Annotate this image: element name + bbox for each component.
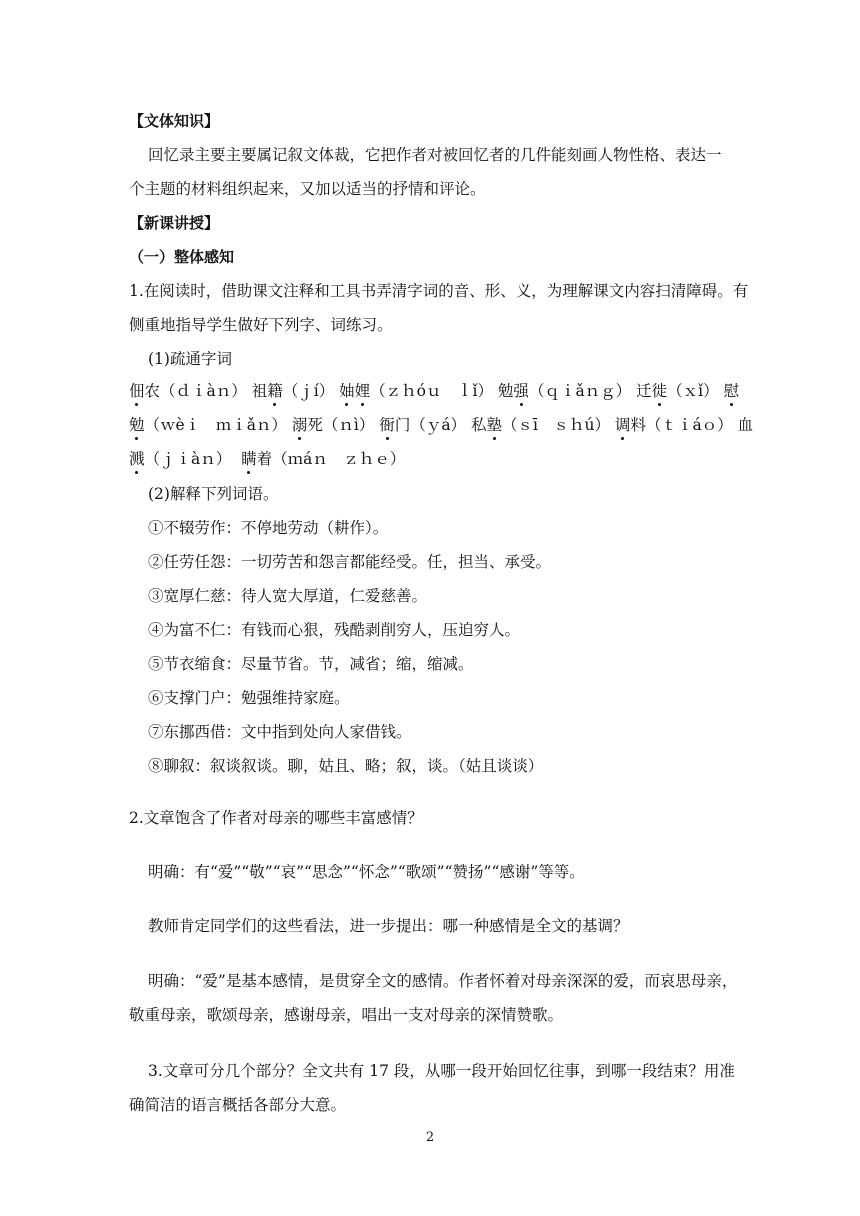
emphasized-char: 佃 (129, 382, 145, 400)
vocab-item: 调料（ｔｉáｏ） (614, 416, 733, 434)
vocab-item (724, 382, 740, 400)
pinyin-line2 (129, 415, 754, 435)
pinyin-line3 (129, 449, 405, 469)
vocab-item: 迁徙（ｘǐ） (636, 382, 719, 400)
term-item: ④为富不仁：有钱而心狠，残酷剥削穷人，压迫穷人。 (148, 621, 521, 639)
question2: 2.文章饱含了作者对母亲的哪些丰富感情？ (129, 809, 423, 827)
term-item: ⑧聊叙：叙谈叙谈。聊，姑且、略；叙，谈。（姑且谈谈） (148, 757, 544, 775)
question3-line1: 3.文章可分几个部分？全文共有 17 段，从哪一段开始回忆往事，到哪一段结束？用准 (148, 1062, 735, 1080)
emphasized-char: 溅 (129, 450, 145, 468)
question3-line2: 确简洁的语言概括各部分大意。 (129, 1096, 347, 1114)
emphasized-char: 慰 (723, 382, 740, 400)
question2-teacher-note: 教师肯定同学们的这些看法，进一步提出：哪一种感情是全文的基调？ (148, 917, 629, 935)
question1-line2: 侧重地指导学生做好下列字、词练习。 (129, 316, 393, 334)
vocab-item: 溺死（ｎì） (291, 416, 375, 434)
new-lesson-heading: 【新课讲授】 (129, 214, 220, 232)
vocab-item: 妯娌（ｚｈóｕ ｌǐ） (339, 382, 493, 400)
question2-answer2-line2: 敬重母亲，歌颂母亲，感谢母亲，唱出一支对母亲的深情赞歌。 (129, 1006, 564, 1024)
vocab-item: 勉（ｗèｉ ｍｉǎｎ） (129, 416, 287, 434)
term-item: ⑥支撑门户：勉强维持家庭。 (148, 689, 350, 707)
question2-answer2-line1: 明确：“爱”是基本感情，是贯穿全文的感情。作者怀着对母亲深深的爱，而哀思母亲， (148, 972, 738, 990)
explain-subheading: (2)解释下列词语。 (148, 485, 279, 503)
vocab-item: 瞒着（ｍáｎ ｚｈｅ） (241, 450, 406, 468)
question1-line1: 1.在阅读时，借助课文注释和工具书弄清字词的音、形、义，为理解课文内容扫清障碍。有 (129, 282, 749, 300)
page-number: 2 (425, 1130, 435, 1145)
emphasized-char: 妯 (339, 382, 355, 400)
term-item: ③宽厚仁慈：待人宽大厚道，仁爱慈善。 (148, 587, 428, 605)
vocab-item: 溅（ｊｉàｎ） (129, 450, 232, 468)
emphasized-char: 调 (614, 416, 631, 434)
emphasized-char: 籍 (267, 382, 283, 400)
emphasized-char: 强 (513, 382, 529, 400)
term-item: ②任劳任怨：一切劳苦和怨言都能经受。任，担当、承受。 (148, 553, 552, 571)
genre-heading: 【文体知识】 (129, 112, 220, 130)
genre-paragraph-line2: 个主题的材料组织起来，又加以适当的抒情和评论。 (129, 180, 486, 198)
vocab-item: 私塾（ｓī ｓｈú） (471, 416, 610, 434)
emphasized-char: 瞒 (241, 450, 257, 468)
emphasized-char: 塾 (486, 416, 503, 434)
vocab-item: 血 (737, 416, 754, 434)
term-item: ⑤节衣缩食：尽量节省。节，减省；缩，缩减。 (148, 655, 474, 673)
vocab-item: 佃农（ｄｉàｎ） (129, 382, 247, 400)
vocab-subheading: (1)疏通字词 (148, 350, 232, 368)
emphasized-char: 溺 (291, 416, 308, 434)
term-item: ①不辍劳作：不停地劳动（耕作）。 (148, 519, 389, 537)
term-item: ⑦东挪西借：文中指到处向人家借钱。 (148, 723, 412, 741)
question2-answer: 明确：有“爱”“敬”“哀”“思念”“怀念”“歌颂”“赞扬”“感谢”等等。 (148, 863, 585, 881)
vocab-item: 衙门（ｙá） (379, 416, 467, 434)
genre-paragraph-line1: 回忆录主要主要属记叙文体裁，它把作者对被回忆者的几件能刻画人物性格、表达一 (148, 146, 722, 164)
vocab-item: 勉强（ｑｉǎｎｇ） (497, 382, 632, 400)
emphasized-char: 娌 (354, 382, 371, 400)
pinyin-line1 (129, 381, 740, 401)
emphasized-char: 衙 (379, 416, 395, 434)
vocab-item: 祖籍（ｊí） (251, 382, 335, 400)
emphasized-char: 徙 (651, 382, 668, 400)
overall-perception-heading: （一）整体感知 (129, 248, 235, 266)
emphasized-char: 勉 (129, 416, 145, 434)
